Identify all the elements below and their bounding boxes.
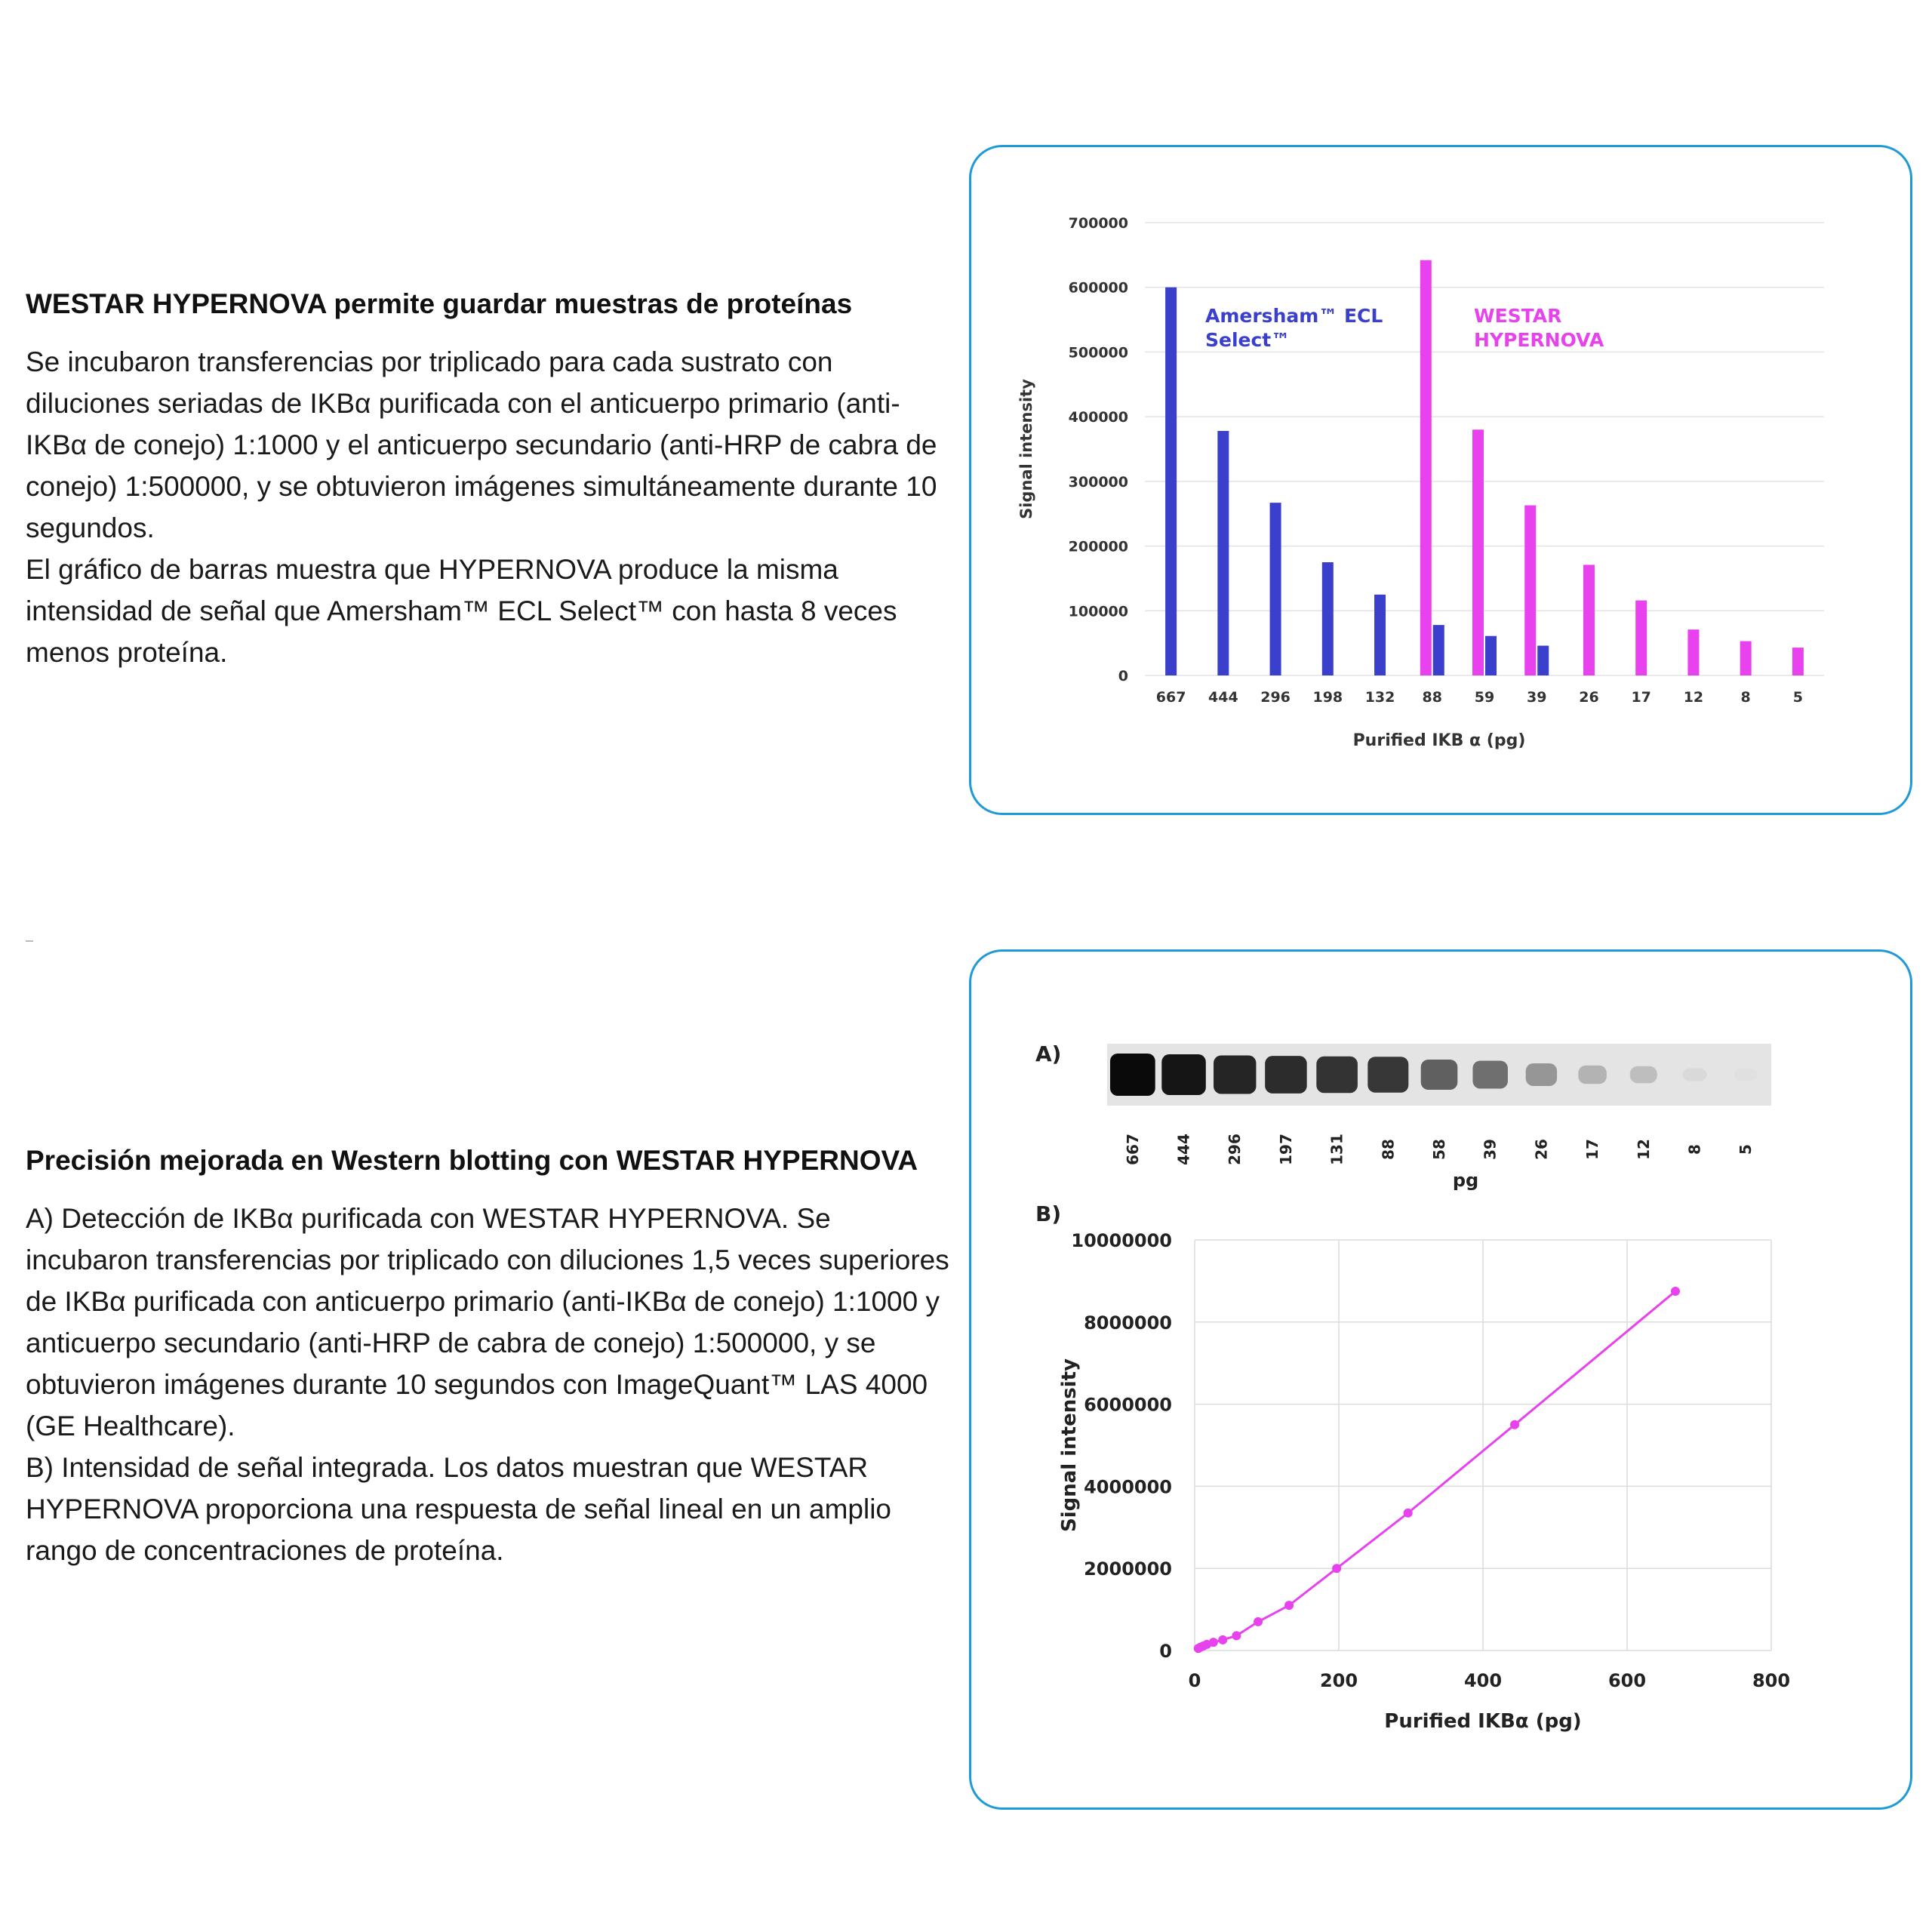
- series-line-hypernova: [1198, 1291, 1675, 1648]
- series-label-line: Amersham™ ECL: [1205, 305, 1383, 327]
- y-tick-label: 600000: [1068, 279, 1128, 297]
- bar-hypernova: [1792, 648, 1804, 675]
- x-tick-label: 444: [1208, 689, 1238, 706]
- blot-band: [1161, 1054, 1206, 1095]
- section-1-paragraph-1: Se incubaron transferencias por triplicado para cada sustrato con diluciones seriadas de IKBα purificada con el anticuerpo primario (anti-IKBα de conejo) 1:1000 y el anticuerpo secundario (anti-HRP de cabra de conejo) 1:500000, y se obtuvieron imágenes simultáneamente durante 10 segundos.: [26, 346, 937, 543]
- blot-band: [1214, 1056, 1256, 1094]
- series-label-hypernova: [1474, 305, 1604, 351]
- bar-amersham: [1270, 503, 1281, 675]
- blot-band: [1110, 1054, 1155, 1096]
- y-tick-label: 2000000: [1084, 1558, 1172, 1580]
- x-tick-label: 59: [1474, 689, 1495, 706]
- blot-lane-label: 17: [1583, 1139, 1602, 1160]
- data-point: [1218, 1635, 1227, 1644]
- y-tick-label: 6000000: [1084, 1394, 1172, 1416]
- blot-and-line-panel: [969, 949, 1912, 1810]
- bar-amersham: [1322, 562, 1334, 675]
- y-tick-label: 100000: [1068, 603, 1128, 620]
- y-tick-label: 4000000: [1084, 1476, 1172, 1498]
- data-point: [1232, 1631, 1241, 1640]
- bar-amersham: [1217, 431, 1229, 675]
- blot-lane-label: 296: [1226, 1134, 1244, 1165]
- data-point: [1284, 1601, 1294, 1610]
- series-label-line: Select™: [1205, 329, 1291, 351]
- blot-band: [1367, 1057, 1408, 1093]
- x-tick-label: 198: [1312, 689, 1343, 706]
- x-tick-label: 800: [1752, 1670, 1791, 1691]
- section-2-heading: Precisión mejorada en Western blotting con WESTAR HYPERNOVA: [26, 1145, 918, 1176]
- series-label-line: WESTAR: [1474, 305, 1562, 327]
- blot-band: [1734, 1069, 1758, 1081]
- series-label-amersham: [1205, 305, 1383, 351]
- bar-amersham: [1374, 595, 1386, 675]
- x-tick-label: 0: [1188, 1670, 1201, 1691]
- x-tick-label: 17: [1631, 689, 1651, 706]
- series-label-line: HYPERNOVA: [1474, 329, 1604, 351]
- x-tick-label: 26: [1579, 689, 1599, 706]
- section-2-paragraph-1: A) Detección de IKBα purificada con WESTAR HYPERNOVA. Se incubaron transferencias por triplicado con diluciones 1,5 veces superiores de IKBα purificada con anticuerpo primario (anti-IKBα de conejo) 1:1000 y anticuerpo secundario (anti-HRP de cabra de conejo) 1:500000, y se obtuvieron imágenes durante 10 segundos con ImageQuant™ LAS 4000 (GE Healthcare).: [26, 1203, 949, 1441]
- blot-lane-label: 5: [1737, 1144, 1755, 1155]
- data-point: [1404, 1509, 1413, 1518]
- x-tick-label: 132: [1364, 689, 1395, 706]
- y-tick-label: 200000: [1068, 538, 1128, 555]
- blot-lane-label: 8: [1685, 1144, 1704, 1155]
- bar-hypernova: [1635, 601, 1647, 675]
- bar-hypernova: [1420, 260, 1432, 675]
- bar-hypernova: [1583, 565, 1595, 675]
- panel-label-b: B): [1035, 1201, 1062, 1226]
- bar-hypernova: [1472, 429, 1484, 675]
- blot-band: [1472, 1060, 1508, 1088]
- x-tick-label: 39: [1527, 689, 1547, 706]
- x-axis-title: Purified IKBα (pg): [1384, 1710, 1582, 1733]
- x-tick-label: 400: [1463, 1670, 1503, 1691]
- x-tick-label: 200: [1319, 1670, 1358, 1691]
- section-1-heading: WESTAR HYPERNOVA permite guardar muestras de proteínas: [26, 288, 853, 319]
- data-point: [1332, 1564, 1341, 1573]
- bar-amersham: [1537, 646, 1549, 675]
- bar-amersham: [1165, 288, 1177, 675]
- blot-band: [1265, 1056, 1307, 1094]
- x-tick-label: 296: [1260, 689, 1291, 706]
- blot-band: [1682, 1068, 1706, 1081]
- blot-lane-label: 39: [1481, 1139, 1500, 1160]
- blot-band: [1316, 1057, 1358, 1093]
- blot-lane-label: 444: [1174, 1134, 1193, 1165]
- blot-lane-label: 88: [1379, 1139, 1398, 1160]
- y-tick-label: 400000: [1068, 409, 1128, 426]
- section-2-paragraph-2: B) Intensidad de señal integrada. Los datos muestran que WESTAR HYPERNOVA proporciona una respuesta de señal lineal en un amplio rango de concentraciones de proteína.: [26, 1452, 891, 1566]
- bar-hypernova: [1524, 506, 1536, 675]
- data-point: [1254, 1617, 1263, 1626]
- section-2-text: [26, 1140, 954, 1571]
- y-tick-label: 10000000: [1071, 1230, 1172, 1251]
- blot-lane-label: 12: [1634, 1139, 1653, 1160]
- blot-lane-label: 131: [1327, 1134, 1346, 1165]
- data-point: [1671, 1287, 1680, 1296]
- blot-band: [1578, 1066, 1607, 1084]
- bar-hypernova: [1687, 629, 1699, 675]
- bar-chart: [971, 147, 1915, 817]
- bar-hypernova: [1740, 641, 1752, 675]
- blot-band: [1526, 1063, 1557, 1086]
- blot-lane-label: 58: [1430, 1139, 1448, 1160]
- bar-chart-panel: [969, 145, 1912, 815]
- blot-x-label: pg: [1452, 1170, 1479, 1191]
- y-tick-label: 700000: [1068, 215, 1128, 232]
- y-tick-label: 500000: [1068, 344, 1128, 361]
- section-1-paragraph-2: El gráfico de barras muestra que HYPERNOVA produce la misma intensidad de señal que Amersham™ ECL Select™ con hasta 8 veces menos proteína.: [26, 554, 897, 668]
- x-tick-label: 600: [1607, 1670, 1647, 1691]
- blot-band: [1421, 1060, 1458, 1090]
- x-tick-label: 667: [1155, 689, 1186, 706]
- x-tick-label: 5: [1792, 689, 1804, 706]
- data-point: [1209, 1638, 1218, 1647]
- section-1-text: [26, 283, 954, 673]
- y-tick-label: 300000: [1068, 473, 1128, 491]
- blot-lane-label: 667: [1123, 1134, 1142, 1165]
- y-tick-label: 0: [1159, 1641, 1172, 1662]
- y-tick-label: 0: [1118, 668, 1128, 685]
- x-axis-title: Purified IKB α (pg): [1352, 731, 1526, 750]
- x-tick-label: 8: [1740, 689, 1751, 706]
- x-tick-label: 88: [1422, 689, 1442, 706]
- y-axis-title: Signal intensity: [1058, 1358, 1081, 1533]
- blot-band: [1630, 1066, 1657, 1083]
- y-tick-label: 8000000: [1084, 1312, 1172, 1334]
- blot-and-line-chart: [971, 952, 1915, 1812]
- y-axis-title: Signal intensity: [1017, 379, 1035, 519]
- bar-amersham: [1485, 636, 1497, 675]
- data-point: [1510, 1420, 1519, 1429]
- bar-amersham: [1433, 625, 1444, 675]
- blot-lane-label: 26: [1532, 1139, 1551, 1160]
- panel-label-a: A): [1035, 1041, 1062, 1066]
- divider-mark: [26, 940, 33, 942]
- blot-lane-label: 197: [1276, 1134, 1295, 1165]
- x-tick-label: 12: [1683, 689, 1704, 706]
